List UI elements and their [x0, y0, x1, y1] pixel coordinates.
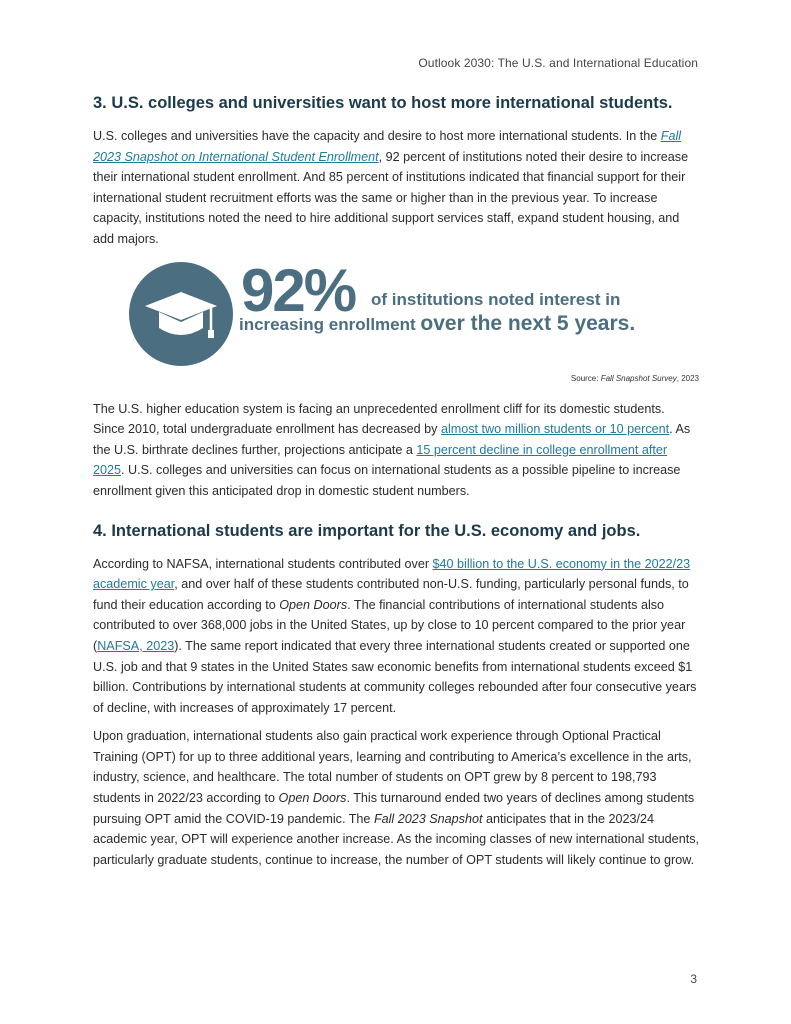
graduation-cap-svg [129, 262, 233, 366]
stat-callout [93, 256, 699, 378]
text-run: , 92 percent of institutions noted their desire to increase their international student enrollment. And 85 percent of institutions indicated that financial support for their international student recruitment efforts was the same or higher than in the previous year. To increase capacity, institutions noted the need to hire additional support services staff, expand student housing, and add majors. [93, 149, 689, 246]
stat-line-2 [239, 312, 635, 336]
enrollment-decline-link[interactable]: 15 percent decline in college enrollment after 2025 [93, 442, 668, 478]
enrollment-decrease-link[interactable]: almost two million students or 10 percent [440, 422, 670, 437]
nafsa-2023-link[interactable]: NAFSA, 2023 [97, 638, 175, 653]
text-run: . U.S. colleges and universities can focus on international students as a possible pipeline to increase enrollment given this anticipated drop in domestic student numbers. [93, 463, 681, 498]
section-4-paragraph-1 [93, 554, 699, 719]
section-3-paragraph-1 [93, 126, 699, 250]
source-title: Fall Snapshot Survey [600, 373, 677, 383]
italic-title: Open Doors [278, 791, 347, 806]
section-4-paragraph-2 [93, 726, 699, 870]
text-run: ). The same report indicated that every three international students created or supported one U.S. job and that 9 states in the United States saw economic benefits from international students exceed $1 billion. Contributions by international students at community colleges rebounded after four consecutive years of decline, with increases of approximately 17 percent. [93, 638, 697, 715]
text-run: . This turnaround ended two years of declines among students pursuing OPT amid the COVID-19 pandemic. The [93, 791, 695, 826]
text-run: U.S. colleges and universities have the capacity and desire to host more international students. In the [93, 129, 661, 143]
section-4-heading: 4. International students are important for the U.S. economy and jobs. [93, 521, 641, 540]
page-number: 3 [690, 972, 697, 986]
text-run: , and over half of these students contributed non-U.S. funding, particularly personal funds, to fund their education according to [93, 577, 689, 612]
stat-line-2-b: over the next 5 years. [420, 311, 636, 335]
page-content [93, 92, 699, 878]
text-run: According to NAFSA, international students contributed over [93, 556, 433, 571]
fall-snapshot-link[interactable]: Fall 2023 Snapshot on International Student Enrollment [93, 129, 682, 164]
source-prefix: Source: [570, 373, 601, 383]
italic-title: Fall 2023 Snapshot [373, 811, 483, 826]
stat-number: 92% [241, 256, 356, 324]
source-year: , 2023 [676, 373, 699, 383]
text-run: . As the U.S. birthrate declines further, projections anticipate a [93, 422, 691, 457]
stat-line-1: of institutions noted interest in [371, 289, 621, 309]
italic-title: Open Doors [279, 597, 348, 612]
text-run: Upon graduation, international students also gain practical work experience through Optional Practical Training (OPT) for up to three additional years, learning and contributing to America’s excellence in the arts, industry, science, and healthcare. The total number of students on OPT grew by 8 percent to 198,793 students in 2022/23 according to [93, 729, 692, 806]
economy-contribution-link[interactable]: $40 billion to the U.S. economy in the 2022/23 academic year [93, 556, 691, 592]
text-run: anticipates that in the 2023/24 academic year, OPT will experience another increase. As the incoming classes of new international students, particularly graduate students, continue to increase, the number of OPT students will likely continue to grow. [93, 811, 699, 867]
graduation-cap-icon [129, 262, 233, 366]
text-run: . The financial contributions of international students also contributed to over 368,000 jobs in the United States, up by close to 10 percent compared to the prior year ( [93, 597, 686, 653]
stat-line-2-a: increasing enrollment [239, 314, 421, 334]
section-3-heading: 3. U.S. colleges and universities want to host more international students. [93, 94, 673, 112]
text-run: The U.S. higher education system is facing an unprecedented enrollment cliff for its domestic students. Since 2010, total undergraduate enrollment has decreased by [93, 401, 665, 437]
section-3-paragraph-2 [93, 399, 699, 502]
running-title: Outlook 2030: The U.S. and International Education [418, 56, 698, 70]
